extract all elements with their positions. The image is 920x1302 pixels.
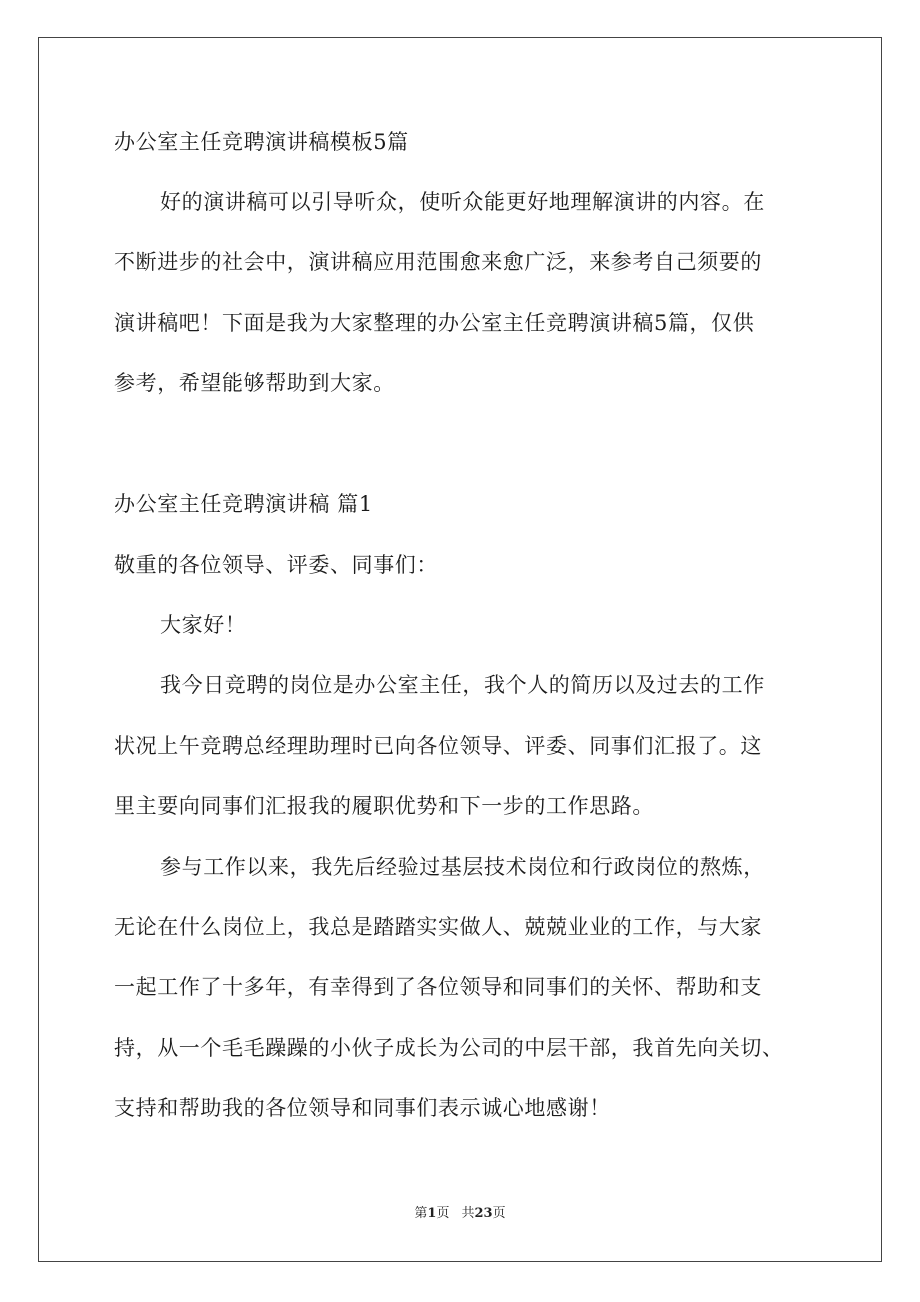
intro-line-4: 参考，希望能够帮助到大家。 [114, 371, 395, 395]
paragraph1-line-2: 状况上午竞聘总经理助理时已向各位领导、评委、同事们汇报了。这 [114, 734, 762, 758]
paragraph2-line-1: 参与工作以来，我先后经验过基层技术岗位和行政岗位的熬炼， [160, 855, 765, 879]
document-title: 办公室主任竞聘演讲稿模板5篇 [114, 130, 409, 154]
paragraph1-line-1: 我今日竞聘的岗位是办公室主任，我个人的简历以及过去的工作 [160, 673, 765, 697]
footer-page-number: 1 [427, 1206, 437, 1221]
paragraph2-line-3: 一起工作了十多年，有幸得到了各位领导和同事们的关怀、帮助和支 [114, 975, 762, 999]
intro-line-3: 演讲稿吧！下面是我为大家整理的办公室主任竞聘演讲稿5篇，仅供 [114, 311, 755, 335]
paragraph2-line-4: 持，从一个毛毛躁躁的小伙子成长为公司的中层干部，我首先向关切、 [114, 1036, 784, 1060]
footer-total-pages: 23 [474, 1206, 493, 1221]
footer-page-prefix: 第 [414, 1206, 428, 1221]
intro-line-1: 好的演讲稿可以引导听众，使听众能更好地理解演讲的内容。在 [160, 190, 765, 214]
footer-total-suffix: 页 [492, 1206, 506, 1221]
paragraph1-line-3: 里主要向同事们汇报我的履职优势和下一步的工作思路。 [114, 794, 654, 818]
footer-total-prefix: 共 [461, 1206, 475, 1221]
page-footer [0, 1206, 920, 1222]
intro-line-2: 不断进步的社会中，演讲稿应用范围愈来愈广泛，来参考自己须要的 [114, 250, 762, 274]
greeting: 大家好！ [160, 613, 247, 637]
paragraph2-line-2: 无论在什么岗位上，我总是踏踏实实做人、兢兢业业的工作，与大家 [114, 915, 762, 939]
section-heading: 办公室主任竞聘演讲稿 篇1 [114, 492, 373, 516]
salutation: 敬重的各位领导、评委、同事们： [114, 553, 438, 577]
footer-page-suffix: 页 [436, 1206, 450, 1221]
paragraph2-line-5: 支持和帮助我的各位领导和同事们表示诚心地感谢！ [114, 1096, 611, 1120]
page-border [38, 37, 882, 1262]
